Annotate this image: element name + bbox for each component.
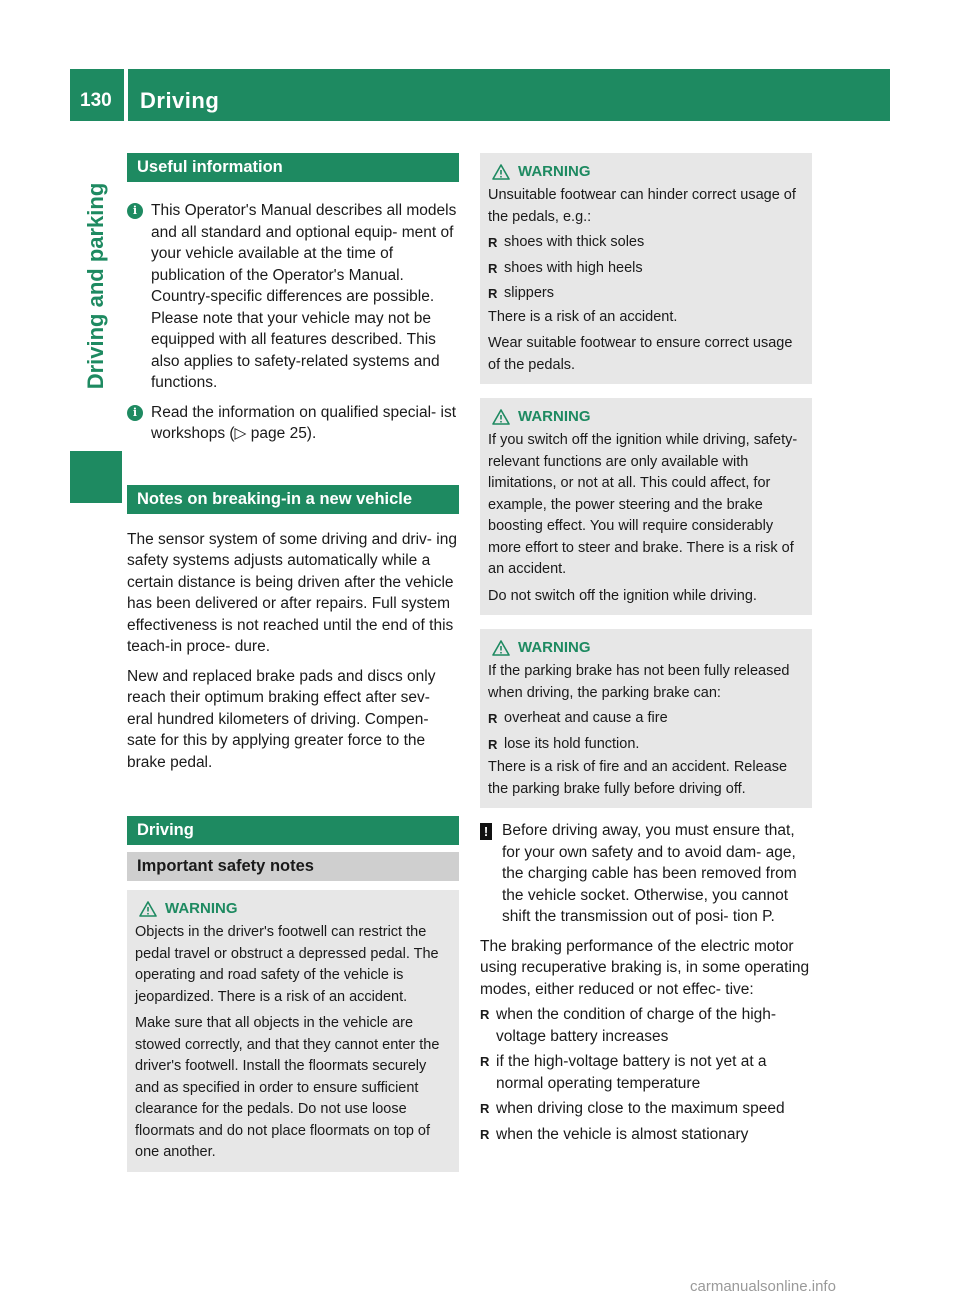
side-tab-marker [70,451,122,503]
warning-box [480,153,812,384]
exclamation-icon: ! [480,823,492,840]
list-item: R shoes with high heels [488,258,804,280]
warning-triangle-icon [492,640,510,656]
warning-text: If the parking brake has not been fully released when driving, the parking brake can: [488,663,790,701]
warning-label: WARNING [165,900,238,918]
warning-box [127,890,459,1172]
warning-header [488,161,804,183]
warning-header [488,406,804,428]
section-breaking-in: Notes on breaking-in a new vehicle [127,485,459,514]
watermark: carmanualsonline.info [690,1278,836,1295]
info-note [127,200,459,394]
info-icon: i [127,203,143,219]
paragraph: The sensor system of some driving and driv- ing safety systems adjusts automatically while a certain distance is being driven after the vehicle has been delivered or after repairs. Full system effectiveness is not reached until the end of this teach-in proce- dure. [127,530,457,655]
list-item: R when the vehicle is almost stationary [480,1124,812,1146]
warning-label: WARNING [518,408,591,426]
warning-triangle-icon [139,901,157,917]
warning-text: There is a risk of an accident. [488,308,678,325]
paragraph: New and replaced brake pads and discs only reach their optimum braking effect after sev- eral hundred kilometers of driving. Compen- sate for this by applying greater force to the brake pedal. [127,667,436,771]
warning-text: There is a risk of fire and an accident. Release the parking brake fully before driving off. [488,759,788,797]
section-driving: Driving [127,816,459,845]
info-note [127,402,459,445]
warning-header [488,637,804,659]
warning-header [135,898,451,920]
warning-box [480,398,812,615]
bullet-list [480,1004,812,1145]
subsection-safety-notes: Important safety notes [127,852,459,881]
list-item: R overheat and cause a fire [488,708,804,730]
list-item: R slippers [488,283,804,305]
side-tab-label: Driving and parking [83,182,108,390]
paragraph: The braking performance of the electric motor using recuperative braking is, in some operating modes, either reduced or not effec- tive: [480,937,810,998]
list-item: R lose its hold function. [488,734,804,756]
page-number: 130 [80,90,112,111]
list-item: R shoes with thick soles [488,232,804,254]
page-title: Driving [140,88,220,113]
left-column [127,153,459,1172]
warning-text: Wear suitable footwear to ensure correct usage of the pedals. [488,335,793,373]
info-text: This Operator's Manual describes all models and all standard and optional equip- ment of your vehicle available at the time of publication of the Operator's Manual. Country-specific differences are possible. Please note that your vehicle may not be equipped with all features described. This also applies to safety-related systems and functions. [151,202,457,391]
warning-box [480,629,812,808]
warning-text: Make sure that all objects in the vehicle are stowed correctly, and that they cannot enter the driver's footwell. Install the floormats securely and as specified in order to ensure sufficient clearance for the pedals. Do not use loose floormats and do not place floormats on top of one another. [135,1015,440,1160]
warning-label: WARNING [518,163,591,181]
list-item: R when driving close to the maximum speed [480,1098,812,1120]
info-icon: i [127,405,143,421]
info-text: Read the information on qualified special- ist workshops (▷ page 25). [151,403,457,442]
warning-label: WARNING [518,639,591,657]
side-tab [70,121,122,451]
list-item: R if the high-voltage battery is not yet at a normal operating temperature [480,1051,812,1094]
header-divider [124,69,128,121]
warning-text: Objects in the driver's footwell can restrict the pedal travel or obstruct a depressed pedal. The operating and road safety of the vehicle is jeopardized. There is a risk of an accident. [135,924,439,1005]
warning-text: If you switch off the ignition while driving, safety-relevant functions are only available with limitations, or not at all. This could affect, for example, the power steering and the brake boosting effect. You will require considerably more effort to steer and brake. There is a risk of an accident. [488,432,798,577]
warning-triangle-icon [492,409,510,425]
caution-note [480,820,812,928]
section-useful-information: Useful information [127,153,459,182]
list-item: R when the condition of charge of the high- voltage battery increases [480,1004,812,1047]
right-column [480,153,812,1145]
caution-text: Before driving away, you must ensure that, for your own safety and to avoid dam- age, the charging cable has been removed from the vehicle socket. Otherwise, you cannot shift the transmission out of posi- tion P. [502,822,797,925]
warning-text: Unsuitable footwear can hinder correct usage of the pedals, e.g.: [488,187,796,225]
bullet-list [488,708,804,755]
warning-triangle-icon [492,164,510,180]
bullet-list [488,232,804,305]
warning-text: Do not switch off the ignition while driving. [488,587,757,604]
